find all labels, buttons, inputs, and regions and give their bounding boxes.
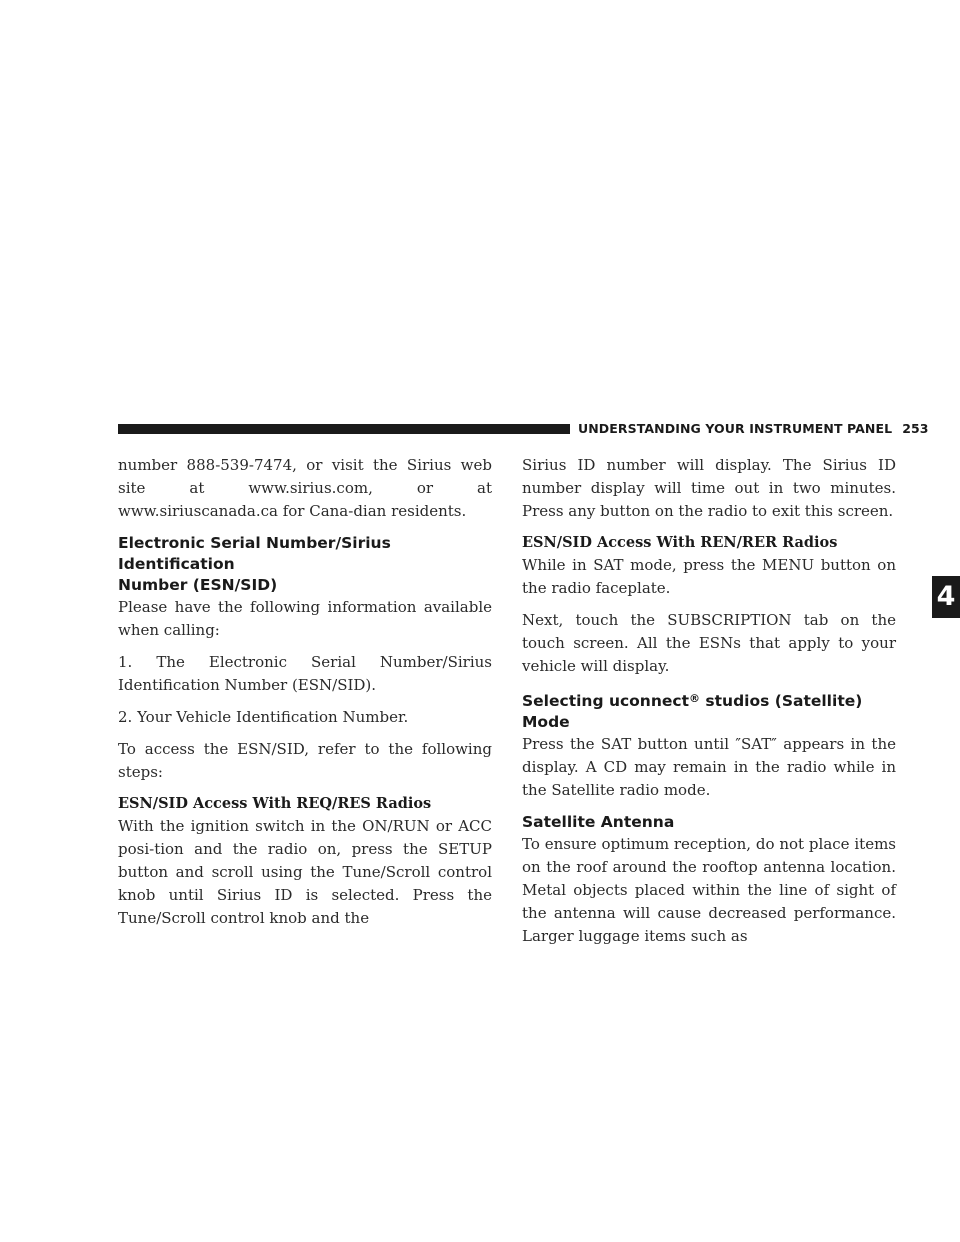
esn-heading-line1: Electronic Serial Number/Sirius Identification — [118, 534, 391, 573]
continued-paragraph: Sirius ID number will display. The Sirius ID number display will time out in two minutes. Press any button on the radio to exit this screen. — [522, 456, 896, 520]
selecting-mode-heading — [522, 688, 896, 733]
esn-heading-line2: Number (ESN/SID) — [118, 576, 278, 594]
list-item-vin: 2. Your Vehicle Identification Number. — [118, 708, 409, 726]
req-res-heading: ESN/SID Access With REQ/RES Radios — [118, 795, 432, 812]
left-column — [118, 454, 492, 930]
selecting-heading-part1: Selecting uconnect — [522, 692, 689, 710]
page-number: 253 — [902, 421, 929, 436]
antenna-heading: Satellite Antenna — [522, 813, 675, 831]
antenna-paragraph: To ensure optimum reception, do not place items on the roof around the rooftop antenna location. Metal objects placed within the line of sight of the antenna will cause decreased performance. Larger luggage items such as — [522, 835, 896, 945]
ren-rer-heading: ESN/SID Access With REN/RER Radios — [522, 534, 838, 551]
esn-heading — [118, 533, 492, 596]
list-item-esn: 1. The Electronic Serial Number/Sirius Identification Number (ESN/SID). — [118, 653, 492, 694]
req-res-paragraph: With the ignition switch in the ON/RUN or ACC posi-tion and the radio on, press the SETUP button and scroll using the Tune/Scroll control knob until Sirius ID is selected. Press the Tune/Scroll control knob and the — [118, 817, 492, 927]
header-rule — [118, 424, 570, 434]
intro-paragraph: number 888-539-7474, or visit the Sirius web site at www.sirius.com, or at www.siriuscanada.ca for Cana-dian residents. — [118, 456, 492, 520]
registered-mark: ® — [689, 692, 700, 705]
access-paragraph: To access the ESN/SID, refer to the following steps: — [118, 740, 492, 781]
selecting-heading-part2: studios (Satellite) Mode — [522, 692, 863, 731]
right-column — [522, 454, 896, 948]
sat-paragraph: Press the SAT button until ″SAT″ appears in the display. A CD may remain in the radio while in the Satellite radio mode. — [522, 735, 896, 799]
section-title: UNDERSTANDING YOUR INSTRUMENT PANEL — [578, 421, 893, 436]
menu-paragraph: While in SAT mode, press the MENU button on the radio faceplate. — [522, 556, 896, 597]
chapter-tab: 4 — [932, 576, 960, 618]
subscription-paragraph: Next, touch the SUBSCRIPTION tab on the touch screen. All the ESNs that apply to your vehicle will display. — [522, 611, 896, 675]
running-header — [578, 421, 929, 437]
info-paragraph: Please have the following information available when calling: — [118, 598, 492, 639]
